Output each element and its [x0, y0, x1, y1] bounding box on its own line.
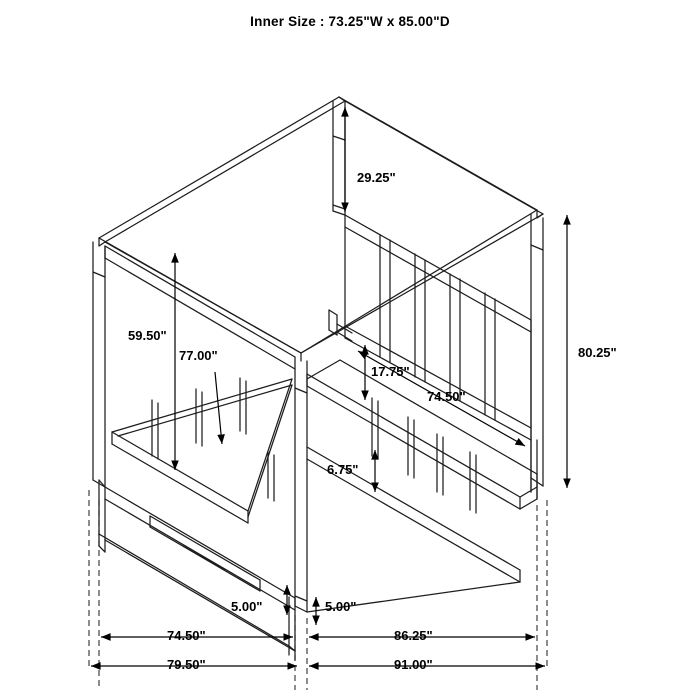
- dim-label-29-25: 29.25": [357, 170, 396, 185]
- dim-label-80-25: 80.25": [578, 345, 617, 360]
- dim-label-77-00: 77.00": [179, 348, 218, 363]
- dim-label-74-50-headboard: 74.50": [427, 389, 466, 404]
- dim-label-86-25: 86.25": [394, 628, 433, 643]
- bed-body-lines: [93, 97, 543, 660]
- dim-label-91-00: 91.00": [394, 657, 433, 672]
- dim-label-74-50-bottom: 74.50": [167, 628, 206, 643]
- dim-label-5-00-left: 5.00": [231, 599, 263, 614]
- dim-label-6-75: 6.75": [327, 462, 359, 477]
- dim-label-5-00-right: 5.00": [325, 599, 357, 614]
- page-title: Inner Size : 73.25"W x 85.00"D: [250, 14, 450, 29]
- leader-lines: [215, 372, 222, 444]
- dim-label-79-50: 79.50": [167, 657, 206, 672]
- leader-77-00: [215, 372, 222, 444]
- dim-label-17-75: 17.75": [371, 364, 410, 379]
- dim-label-59-50: 59.50": [128, 328, 167, 343]
